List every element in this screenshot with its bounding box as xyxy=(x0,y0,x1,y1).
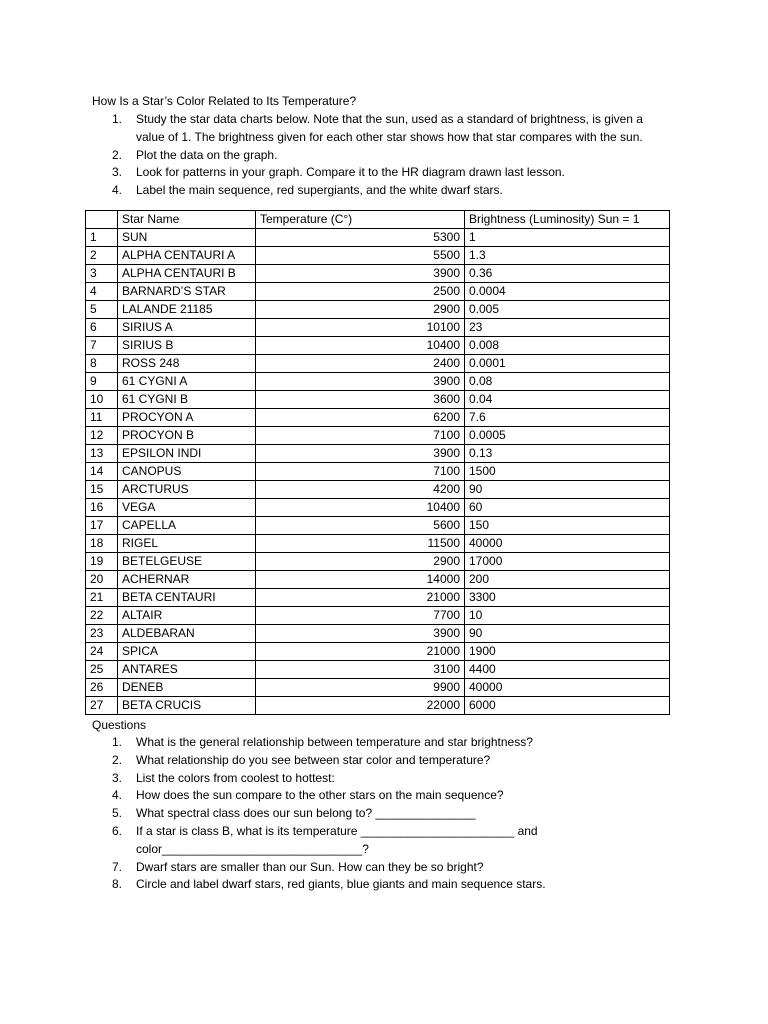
temperature-value: 5600 xyxy=(256,517,465,535)
brightness-value: 3300 xyxy=(465,589,670,607)
question-item xyxy=(112,805,672,823)
star-name: SIRIUS A xyxy=(118,319,256,337)
star-name: EPSILON INDI xyxy=(118,445,256,463)
table-row xyxy=(86,661,670,679)
question-number: 4. xyxy=(112,788,123,803)
temperature-value: 3900 xyxy=(256,445,465,463)
instruction-number: 2. xyxy=(112,147,123,162)
brightness-value: 4400 xyxy=(465,661,670,679)
temperature-value: 10400 xyxy=(256,499,465,517)
row-index: 13 xyxy=(86,445,118,463)
temperature-value: 9900 xyxy=(256,679,465,697)
temperature-value: 6200 xyxy=(256,409,465,427)
temperature-value: 14000 xyxy=(256,571,465,589)
temperature-value: 3900 xyxy=(256,265,465,283)
table-body xyxy=(86,229,670,715)
row-index: 1 xyxy=(86,229,118,247)
temperature-value: 3900 xyxy=(256,373,465,391)
table-row xyxy=(86,481,670,499)
star-name: CANOPUS xyxy=(118,463,256,481)
question-number: 5. xyxy=(112,806,123,821)
table-row xyxy=(86,589,670,607)
table-row xyxy=(86,319,670,337)
table-row xyxy=(86,499,670,517)
question-text: What spectral class does our sun belong to? _______________ xyxy=(136,806,476,821)
star-name: ALDEBARAN xyxy=(118,625,256,643)
star-name: CAPELLA xyxy=(118,517,256,535)
row-index: 3 xyxy=(86,265,118,283)
row-index: 11 xyxy=(86,409,118,427)
row-index: 7 xyxy=(86,337,118,355)
brightness-value: 1900 xyxy=(465,643,670,661)
star-name: SPICA xyxy=(118,643,256,661)
table-row xyxy=(86,283,670,301)
table-row xyxy=(86,301,670,319)
table-row xyxy=(86,391,670,409)
star-name: ROSS 248 xyxy=(118,355,256,373)
brightness-value: 0.08 xyxy=(465,373,670,391)
table-row xyxy=(86,535,670,553)
table-row xyxy=(86,463,670,481)
table-row xyxy=(86,427,670,445)
header-brightness: Brightness (Luminosity) Sun = 1 xyxy=(465,211,670,229)
table-row xyxy=(86,571,670,589)
row-index: 2 xyxy=(86,247,118,265)
brightness-value: 0.13 xyxy=(465,445,670,463)
question-text: What relationship do you see between star color and temperature? xyxy=(136,752,491,767)
table-row xyxy=(86,373,670,391)
brightness-value: 7.6 xyxy=(465,409,670,427)
brightness-value: 0.005 xyxy=(465,301,670,319)
question-item xyxy=(112,859,672,877)
row-index: 21 xyxy=(86,589,118,607)
star-name: 61 CYGNI B xyxy=(118,391,256,409)
row-index: 12 xyxy=(86,427,118,445)
question-item xyxy=(112,752,672,770)
brightness-value: 1 xyxy=(465,229,670,247)
question-item xyxy=(112,734,672,752)
temperature-value: 4200 xyxy=(256,481,465,499)
instruction-number: 1. xyxy=(112,112,123,126)
instruction-item xyxy=(112,147,672,165)
row-index: 14 xyxy=(86,463,118,481)
worksheet-title: How Is a Star’s Color Related to Its Temperature? xyxy=(92,94,357,108)
instruction-item xyxy=(112,111,672,147)
question-number: 6. xyxy=(112,823,123,838)
row-index: 23 xyxy=(86,625,118,643)
brightness-value: 90 xyxy=(465,625,670,643)
table-row xyxy=(86,607,670,625)
row-index: 17 xyxy=(86,517,118,535)
question-text: If a star is class B, what is its temperature _______________________ and color______________________________? xyxy=(136,823,538,856)
question-number: 1. xyxy=(112,735,123,749)
row-index: 15 xyxy=(86,481,118,499)
table-row xyxy=(86,409,670,427)
row-index: 6 xyxy=(86,319,118,337)
table-row xyxy=(86,247,670,265)
star-name: ARCTURUS xyxy=(118,481,256,499)
temperature-value: 10100 xyxy=(256,319,465,337)
brightness-value: 10 xyxy=(465,607,670,625)
star-name: ANTARES xyxy=(118,661,256,679)
instruction-item xyxy=(112,164,672,182)
star-name: BARNARD’S STAR xyxy=(118,283,256,301)
question-number: 3. xyxy=(112,770,123,785)
temperature-value: 2900 xyxy=(256,301,465,319)
brightness-value: 17000 xyxy=(465,553,670,571)
question-item xyxy=(112,787,672,805)
question-text: What is the general relationship between temperature and star brightness? xyxy=(136,735,533,749)
row-index: 19 xyxy=(86,553,118,571)
star-name: ALPHA CENTAURI B xyxy=(118,265,256,283)
star-name: SIRIUS B xyxy=(118,337,256,355)
table-row xyxy=(86,355,670,373)
temperature-value: 21000 xyxy=(256,589,465,607)
temperature-value: 7700 xyxy=(256,607,465,625)
question-item xyxy=(112,823,672,859)
temperature-value: 22000 xyxy=(256,697,465,715)
instruction-text: Label the main sequence, red supergiants, and the white dwarf stars. xyxy=(136,183,503,198)
table-row xyxy=(86,265,670,283)
star-name: PROCYON A xyxy=(118,409,256,427)
star-name: LALANDE 21185 xyxy=(118,301,256,319)
row-index: 5 xyxy=(86,301,118,319)
table-row xyxy=(86,553,670,571)
header-temperature: Temperature (C°) xyxy=(256,211,465,229)
instruction-number: 3. xyxy=(112,165,123,180)
question-item xyxy=(112,770,672,788)
temperature-value: 2500 xyxy=(256,283,465,301)
brightness-value: 0.04 xyxy=(465,391,670,409)
star-name: RIGEL xyxy=(118,535,256,553)
table-row xyxy=(86,517,670,535)
row-index: 16 xyxy=(86,499,118,517)
row-index: 26 xyxy=(86,679,118,697)
temperature-value: 5300 xyxy=(256,229,465,247)
brightness-value: 6000 xyxy=(465,697,670,715)
brightness-value: 1.3 xyxy=(465,247,670,265)
brightness-value: 0.0004 xyxy=(465,283,670,301)
header-star-name: Star Name xyxy=(118,211,256,229)
table-row xyxy=(86,697,670,715)
row-index: 9 xyxy=(86,373,118,391)
row-index: 20 xyxy=(86,571,118,589)
brightness-value: 23 xyxy=(465,319,670,337)
questions-heading: Questions xyxy=(92,718,147,732)
temperature-value: 3100 xyxy=(256,661,465,679)
star-name: ALTAIR xyxy=(118,607,256,625)
star-name: ALPHA CENTAURI A xyxy=(118,247,256,265)
question-text: Circle and label dwarf stars, red giants, blue giants and main sequence stars. xyxy=(136,877,546,892)
table-header-row xyxy=(86,211,670,229)
row-index: 10 xyxy=(86,391,118,409)
brightness-value: 40000 xyxy=(465,679,670,697)
star-name: ACHERNAR xyxy=(118,571,256,589)
questions-list xyxy=(112,734,672,894)
star-data-table xyxy=(85,210,670,715)
brightness-value: 0.0005 xyxy=(465,427,670,445)
brightness-value: 60 xyxy=(465,499,670,517)
question-text: Dwarf stars are smaller than our Sun. How can they be so bright? xyxy=(136,859,484,874)
row-index: 25 xyxy=(86,661,118,679)
question-number: 2. xyxy=(112,752,123,767)
row-index: 24 xyxy=(86,643,118,661)
temperature-value: 21000 xyxy=(256,643,465,661)
table-row xyxy=(86,445,670,463)
brightness-value: 90 xyxy=(465,481,670,499)
question-item xyxy=(112,876,672,894)
instruction-text: Look for patterns in your graph. Compare it to the HR diagram drawn last lesson. xyxy=(136,165,565,180)
row-index: 27 xyxy=(86,697,118,715)
temperature-value: 3600 xyxy=(256,391,465,409)
temperature-value: 7100 xyxy=(256,463,465,481)
star-name: VEGA xyxy=(118,499,256,517)
table-row xyxy=(86,643,670,661)
row-index: 4 xyxy=(86,283,118,301)
temperature-value: 2400 xyxy=(256,355,465,373)
brightness-value: 0.36 xyxy=(465,265,670,283)
star-name: DENEB xyxy=(118,679,256,697)
question-text: List the colors from coolest to hottest: xyxy=(136,770,335,785)
temperature-value: 3900 xyxy=(256,625,465,643)
temperature-value: 10400 xyxy=(256,337,465,355)
table-row xyxy=(86,337,670,355)
brightness-value: 40000 xyxy=(465,535,670,553)
star-name: BETA CRUCIS xyxy=(118,697,256,715)
instruction-number: 4. xyxy=(112,183,123,198)
instructions-list xyxy=(112,111,672,200)
star-name: BETA CENTAURI xyxy=(118,589,256,607)
brightness-value: 150 xyxy=(465,517,670,535)
row-index: 22 xyxy=(86,607,118,625)
temperature-value: 7100 xyxy=(256,427,465,445)
instruction-text: Plot the data on the graph. xyxy=(136,147,278,162)
brightness-value: 1500 xyxy=(465,463,670,481)
star-name: BETELGEUSE xyxy=(118,553,256,571)
star-name: PROCYON B xyxy=(118,427,256,445)
instruction-item xyxy=(112,182,672,200)
brightness-value: 0.0001 xyxy=(465,355,670,373)
instruction-text: Study the star data charts below. Note that the sun, used as a standard of brightness, is given a value of 1. The brightness given for each other star shows how that star compares with the sun. xyxy=(136,112,643,144)
header-index xyxy=(86,211,118,229)
star-name: SUN xyxy=(118,229,256,247)
brightness-value: 0.008 xyxy=(465,337,670,355)
star-name: 61 CYGNI A xyxy=(118,373,256,391)
table-row xyxy=(86,679,670,697)
table-row xyxy=(86,229,670,247)
question-text: How does the sun compare to the other stars on the main sequence? xyxy=(136,788,504,803)
question-number: 8. xyxy=(112,877,123,892)
temperature-value: 5500 xyxy=(256,247,465,265)
row-index: 18 xyxy=(86,535,118,553)
question-number: 7. xyxy=(112,859,123,874)
table-row xyxy=(86,625,670,643)
brightness-value: 200 xyxy=(465,571,670,589)
temperature-value: 11500 xyxy=(256,535,465,553)
temperature-value: 2900 xyxy=(256,553,465,571)
row-index: 8 xyxy=(86,355,118,373)
